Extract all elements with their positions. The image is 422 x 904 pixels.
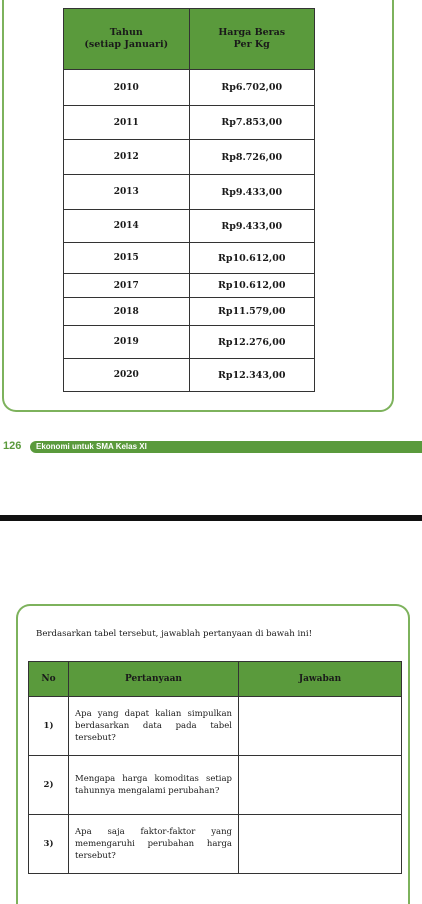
question-number: 3) bbox=[29, 815, 69, 874]
question-table bbox=[28, 661, 402, 874]
header-question: Pertanyaan bbox=[69, 662, 239, 697]
table-row bbox=[64, 326, 315, 359]
year-cell: 2018 bbox=[64, 298, 190, 326]
question-text: Mengapa harga komoditas setiap tahunnya mengalami perubahan? bbox=[69, 756, 239, 815]
answer-cell[interactable] bbox=[239, 815, 402, 874]
answer-cell[interactable] bbox=[239, 697, 402, 756]
header-year-line-2: (setiap Januari) bbox=[84, 39, 169, 50]
question-table-header-row bbox=[29, 662, 402, 697]
year-cell: 2019 bbox=[64, 326, 190, 359]
price-cell: Rp8.726,00 bbox=[189, 140, 315, 175]
question-text: Apa saja faktor-faktor yang memengaruhi perubahan harga tersebut? bbox=[69, 815, 239, 874]
question-number: 1) bbox=[29, 697, 69, 756]
header-price-line-1: Harga Beras bbox=[218, 27, 286, 38]
table-row bbox=[64, 243, 315, 274]
header-no: No bbox=[29, 662, 69, 697]
rice-price-table bbox=[63, 8, 315, 392]
page-number: 126 bbox=[3, 440, 22, 452]
header-price-line-2: Per Kg bbox=[233, 39, 270, 50]
year-cell: 2015 bbox=[64, 243, 190, 274]
price-cell: Rp7.853,00 bbox=[189, 106, 315, 140]
question-text: Apa yang dapat kalian simpulkan berdasarkan data pada tabel tersebut? bbox=[69, 697, 239, 756]
table-row bbox=[64, 175, 315, 210]
price-table-header-row bbox=[64, 9, 315, 70]
table-row bbox=[64, 70, 315, 106]
table-row bbox=[29, 815, 402, 874]
header-year bbox=[64, 9, 190, 70]
table-row bbox=[64, 359, 315, 392]
year-cell: 2011 bbox=[64, 106, 190, 140]
price-cell: Rp12.343,00 bbox=[189, 359, 315, 392]
year-cell: 2013 bbox=[64, 175, 190, 210]
table-row bbox=[64, 274, 315, 298]
year-cell: 2014 bbox=[64, 210, 190, 243]
table-row bbox=[29, 756, 402, 815]
question-number: 2) bbox=[29, 756, 69, 815]
table-row bbox=[64, 140, 315, 175]
header-answer: Jawaban bbox=[239, 662, 402, 697]
answer-cell[interactable] bbox=[239, 756, 402, 815]
table-row bbox=[64, 210, 315, 243]
table-row bbox=[64, 106, 315, 140]
table-row bbox=[29, 697, 402, 756]
year-cell: 2012 bbox=[64, 140, 190, 175]
price-cell: Rp10.612,00 bbox=[189, 243, 315, 274]
price-cell: Rp12.276,00 bbox=[189, 326, 315, 359]
page-separator bbox=[0, 515, 422, 521]
price-cell: Rp10.612,00 bbox=[189, 274, 315, 298]
year-cell: 2017 bbox=[64, 274, 190, 298]
price-cell: Rp6.702,00 bbox=[189, 70, 315, 106]
exercise-instruction: Berdasarkan tabel tersebut, jawablah pertanyaan di bawah ini! bbox=[36, 629, 313, 639]
year-cell: 2020 bbox=[64, 359, 190, 392]
book-title-bar bbox=[30, 441, 422, 453]
year-cell: 2010 bbox=[64, 70, 190, 106]
price-cell: Rp9.433,00 bbox=[189, 210, 315, 243]
table-row bbox=[64, 298, 315, 326]
price-cell: Rp9.433,00 bbox=[189, 175, 315, 210]
book-title: Ekonomi untuk SMA Kelas XI bbox=[36, 442, 147, 451]
price-cell: Rp11.579,00 bbox=[189, 298, 315, 326]
header-year-line-1: Tahun bbox=[109, 27, 143, 38]
header-price bbox=[189, 9, 315, 70]
